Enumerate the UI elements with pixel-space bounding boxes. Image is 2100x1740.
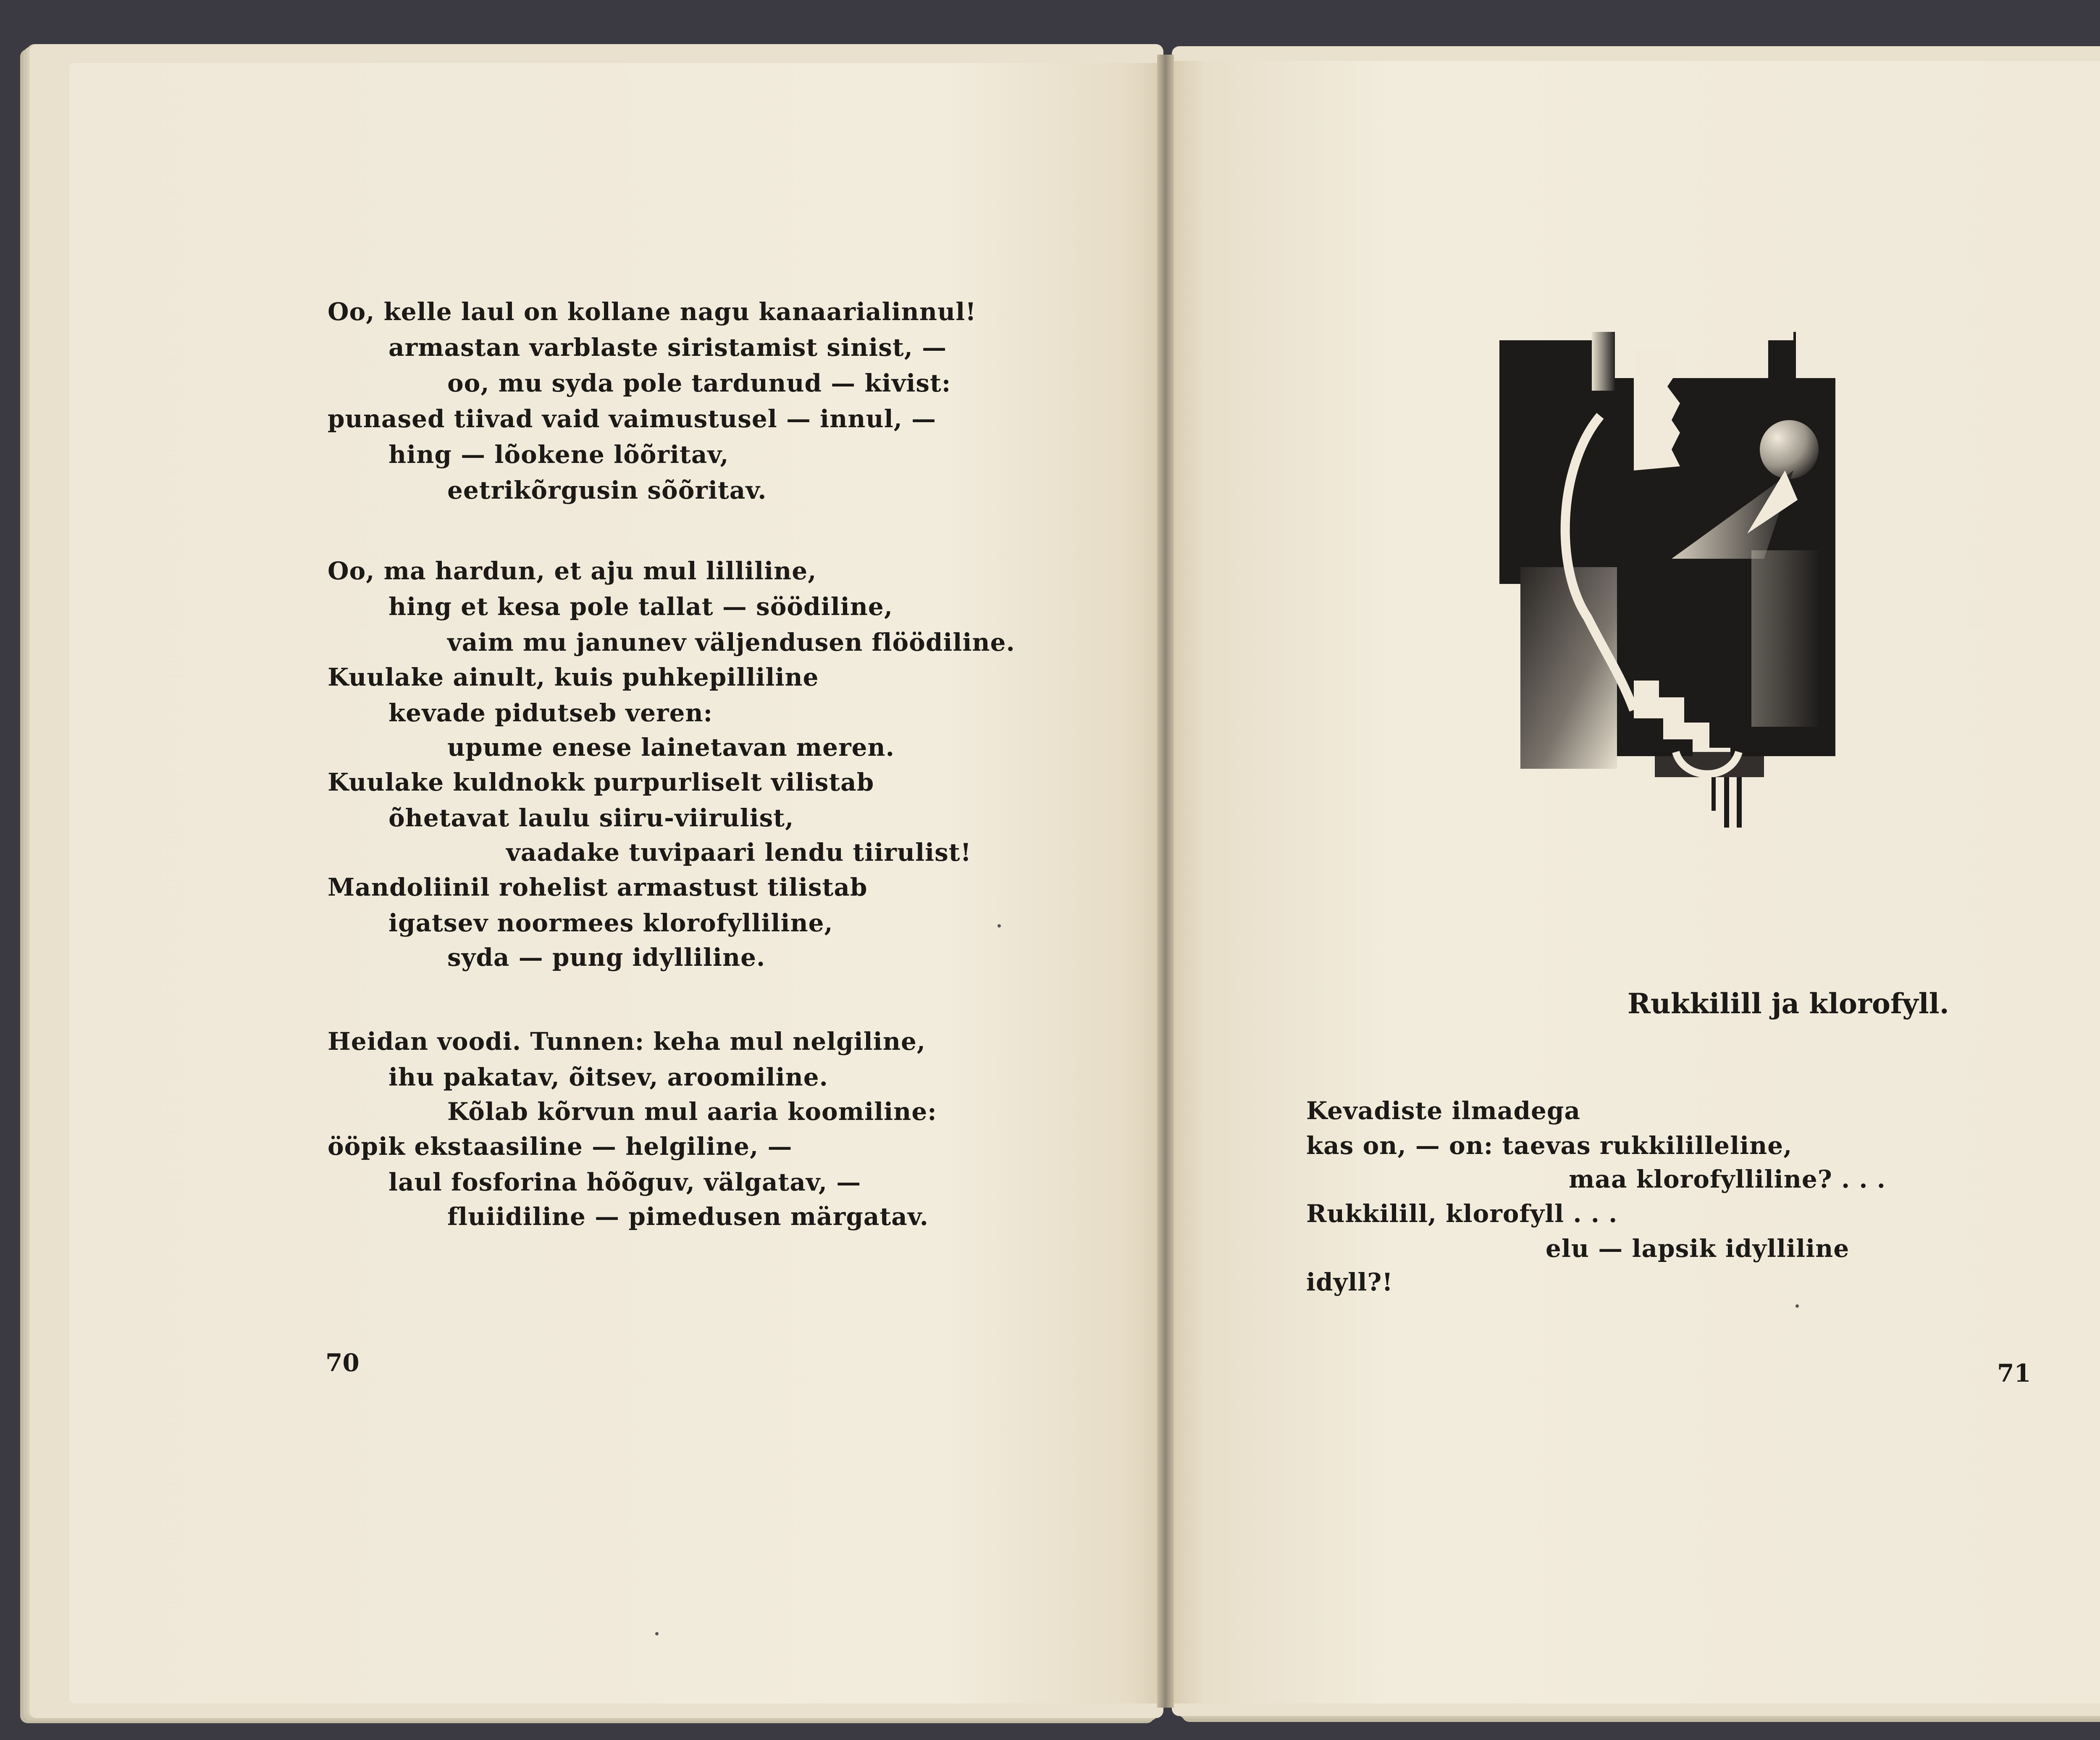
poem-line: fluiidiline — pimedusen märgatav. <box>447 1202 929 1231</box>
poem-line: eetrikõrgusin sõõritav. <box>447 476 767 505</box>
poem-line: vaadake tuvipaari lendu tiirulist! <box>506 838 972 867</box>
poem-line: Kuulake ainult, kuis puhkepilliline <box>328 663 819 691</box>
cubist-face-woodcut <box>1495 332 1835 828</box>
book-gutter <box>1157 55 1174 1708</box>
poem-line: Rukkilill, klorofyll . . . <box>1306 1199 1618 1228</box>
poem-line: idyll?! <box>1306 1268 1393 1296</box>
poem-line: Kõlab kõrvun mul aaria koomiline: <box>447 1097 937 1126</box>
poem-line: hing et kesa pole tallat — söödiline, <box>388 592 893 621</box>
poem-line: kevade pidutseb veren: <box>388 699 713 727</box>
page-number-right: 71 <box>1997 1359 2031 1388</box>
poem-line: igatsev noormees klorofylliline, <box>388 909 833 937</box>
page-number-left: 70 <box>326 1348 360 1377</box>
poem-line: Oo, kelle laul on kollane nagu kanaarialinnul! <box>328 297 976 326</box>
poem-line: ihu pakatav, õitsev, aroomiline. <box>388 1063 828 1091</box>
poem-line: Kuulake kuldnokk purpurliselt vilistab <box>328 768 874 796</box>
poem-line: hing — lõokene lõõritav, <box>388 440 729 469</box>
poem-line: oo, mu syda pole tardunud — kivist: <box>447 369 951 397</box>
poem-line: upume enese lainetavan meren. <box>447 733 895 762</box>
poem-line: punased tiivad vaid vaimustusel — innul, — <box>328 405 937 433</box>
paper-speck <box>1796 1304 1799 1308</box>
poem-line: Kevadiste ilmadega <box>1306 1096 1581 1125</box>
poem-line: vaim mu janunev väljendusen flöödiline. <box>447 628 1015 657</box>
poem-line: Heidan voodi. Tunnen: keha mul nelgiline, <box>328 1027 926 1056</box>
poem-line: armastan varblaste siristamist sinist, — <box>388 333 947 362</box>
poem-line: maa klorofylliline? . . . <box>1569 1165 1886 1193</box>
poem-title: Rukkilill ja klorofyll. <box>1628 987 1949 1020</box>
paper-speck <box>655 1632 659 1635</box>
poem-line: ööpik ekstaasiline — helgiline, — <box>328 1132 793 1161</box>
poem-line: kas on, — on: taevas rukkililleline, <box>1306 1131 1793 1160</box>
poem-line: laul fosforina hõõguv, välgatav, — <box>388 1168 861 1196</box>
poem-line: syda — pung idylliline. <box>447 943 766 972</box>
poem-line: elu — lapsik idylliline <box>1546 1234 1850 1263</box>
poem-line: õhetavat laulu siiru-viirulist, <box>388 804 794 832</box>
poem-line: Mandoliinil rohelist armastust tilistab <box>328 873 868 902</box>
paper-speck <box>998 924 1001 928</box>
poem-line: Oo, ma hardun, et aju mul lilliline, <box>328 557 817 585</box>
right-page <box>1172 61 2100 1703</box>
